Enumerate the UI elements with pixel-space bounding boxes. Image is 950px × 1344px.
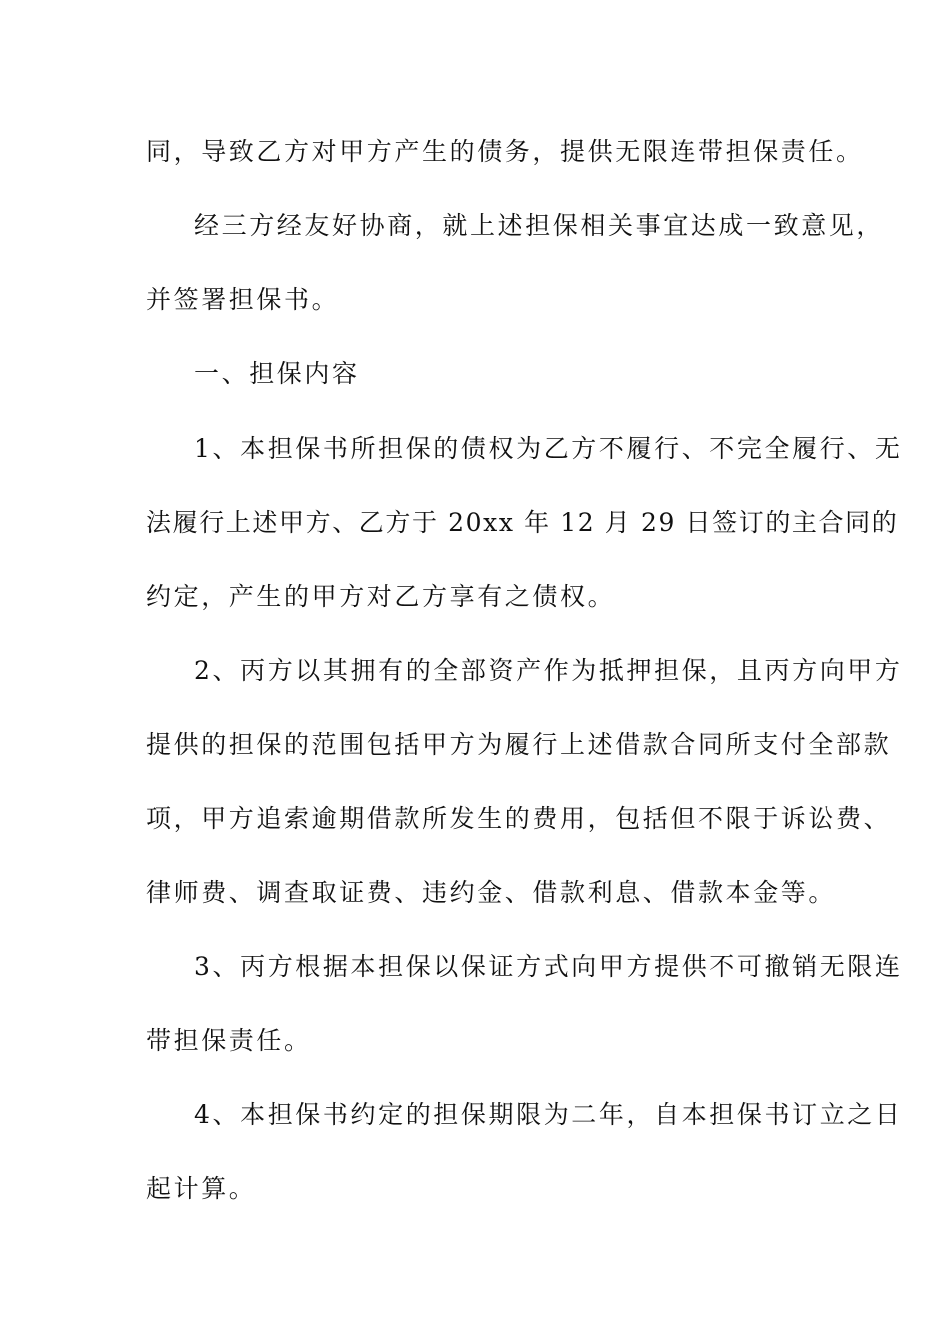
paragraph-line: 4、本担保书约定的担保期限为二年，自本担保书订立之日: [194, 1100, 903, 1129]
paragraph-line: 起计算。: [146, 1174, 257, 1203]
paragraph-line: 律师费、调查取证费、违约金、借款利息、借款本金等。: [146, 878, 837, 907]
paragraph-line: 约定，产生的甲方对乙方享有之债权。: [146, 582, 616, 611]
paragraph-line: 2、丙方以其拥有的全部资产作为抵押担保，且丙方向甲方: [194, 656, 903, 685]
paragraph-line: 带担保责任。: [146, 1026, 312, 1055]
section-heading: 一、担保内容: [194, 359, 360, 388]
paragraph-line: 法履行上述甲方、乙方于 20xx 年 12 月 29 日签订的主合同的: [146, 508, 899, 537]
paragraph-line: 同，导致乙方对甲方产生的债务，提供无限连带担保责任。: [146, 137, 864, 166]
paragraph-line: 提供的担保的范围包括甲方为履行上述借款合同所支付全部款: [146, 730, 892, 759]
paragraph-line: 项，甲方追索逾期借款所发生的费用，包括但不限于诉讼费、: [146, 804, 892, 833]
paragraph-line: 经三方经友好协商，就上述担保相关事宜达成一致意见，: [194, 211, 885, 240]
paragraph-line: 1、本担保书所担保的债权为乙方不履行、不完全履行、无: [194, 434, 903, 463]
paragraph-line: 3、丙方根据本担保以保证方式向甲方提供不可撤销无限连: [194, 952, 903, 981]
paragraph-line: 并签署担保书。: [146, 285, 340, 314]
